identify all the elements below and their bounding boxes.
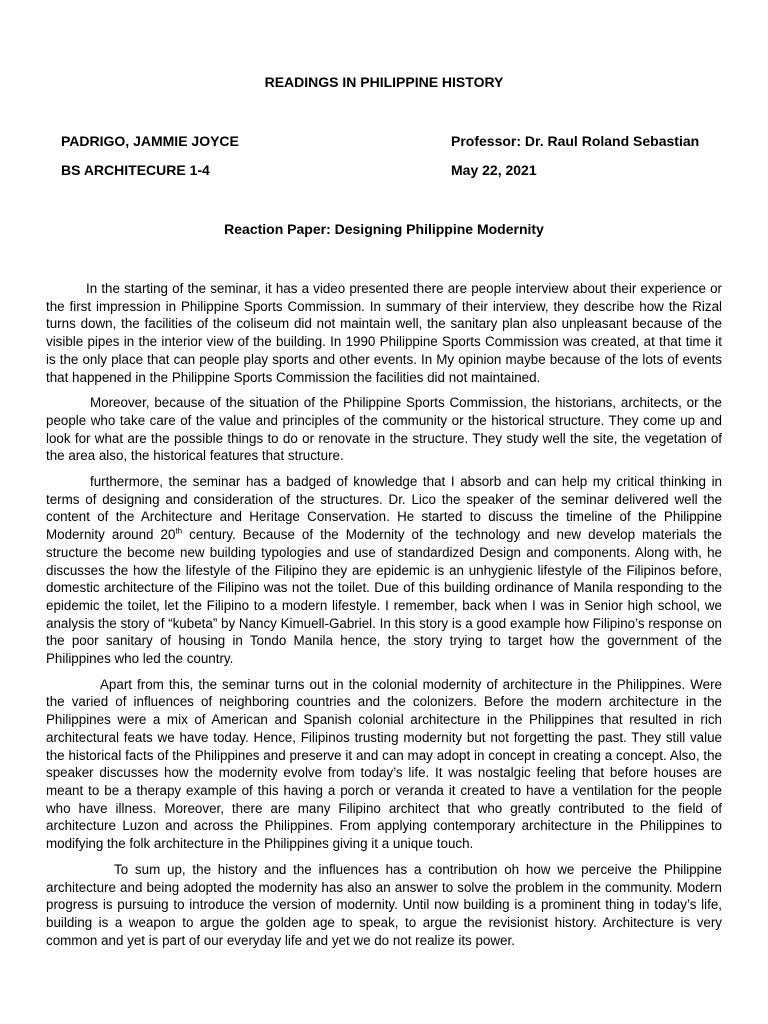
paragraph-3: [46, 473, 722, 668]
superscript-th: th: [175, 526, 183, 536]
paragraph-4: Apart from this, the seminar turns out in the colonial modernity of architecture in the Philippines. Were the varied of influences of neighboring countries and the colonizers. Before the modern architecture in the Philippines were a mix of American and Spanish colonial architecture in the Philippines that resulted in rich architectural feats we have today. Hence, Filipinos trusting modernity but not forgetting the past. They still value the historical facts of the Philippines and preserve it and can may adopt in concept in creating a concept. Also, the speaker discusses how the modernity evolve from today’s life. It was nostalgic feeling that before houses are meant to be a therapy example of this having a porch or veranda it created to have a ventilation for the people who have illness. Moreover, there are many Filipino architect that who greatly contributed to the field of architecture Luzon and across the Philippines. From applying contemporary architecture in the Philippines to modifying the folk architecture in the Philippines giving it a unique touch.: [46, 676, 722, 852]
professor-name: Professor: Dr. Raul Roland Sebastian: [451, 133, 700, 149]
document-title: READINGS IN PHILIPPINE HISTORY: [264, 74, 504, 90]
body-text: [46, 280, 722, 957]
paragraph-3-part-b: century. Because of the Modernity of the technology and new develop materials the structure the become new building typologies and use of standardized Design and components. Along with, he discusses the how the lifestyle of the Filipino they are epidemic is an unhygienic lifestyle of the Filipinos before, domestic architecture of the Filipino was not the toilet. Due of this building ordinance of Manila responding to the epidemic the toilet, let the Filipino to a modern lifestyle. I remember, back when I was in Senior high school, we analysis the story of “kubeta” by Nancy Kimuell-Gabriel. In this story is a good example how Filipino’s response on the poor sanitary of housing in Tondo Manila hence, the story trying to target how the government of the Philippines who led the country.: [46, 527, 722, 667]
student-name: PADRIGO, JAMMIE JOYCE: [61, 133, 239, 149]
paper-subtitle: Reaction Paper: Designing Philippine Modernity: [224, 221, 544, 237]
paragraph-1: In the starting of the seminar, it has a video presented there are people interview about their experience or the first impression in Philippine Sports Commission. In summary of their interview, they describe how the Rizal turns down, the facilities of the coliseum did not maintain well, the sanitary plan also unpleasant because of the visible pipes in the interior view of the building. In 1990 Philippine Sports Commission was created, at that time it is the only place that can people play sports and other events. In My opinion maybe because of the lots of events that happened in the Philippine Sports Commission the facilities did not maintained.: [46, 281, 722, 385]
paragraph-3-part-a: furthermore, the seminar has a badged of knowledge that I absorb and can help my critical thinking in terms of designing and consideration of the structures. Dr. Lico the speaker of the seminar delivered well the content of the Architecture and Heritage Conservation. He started to discuss the timeline of the Philippine Modernity around 20: [46, 474, 722, 543]
course-section: BS ARCHITECURE 1-4: [61, 162, 210, 178]
paragraph-5: To sum up, the history and the influences has a contribution oh how we perceive the Philippine architecture and being adopted the modernity has also an answer to solve the problem in the community. Modern progress is pursuing to introduce the version of modernity. Until now building is a prominent thing in today’s life, building is a weapon to argue the golden age to speak, to argue the revisionist history. Architecture is very common and yet is part of our everyday life and yet we do not realize its power.: [46, 861, 722, 948]
document-date: May 22, 2021: [451, 162, 537, 178]
paragraph-2: Moreover, because of the situation of the Philippine Sports Commission, the historians, architects, or the people who take care of the value and principles of the community or the historical structure. They come up and look for what are the possible things to do or renovate in the structure. They study well the site, the vegetation of the area also, the historical features that structure.: [46, 395, 722, 464]
